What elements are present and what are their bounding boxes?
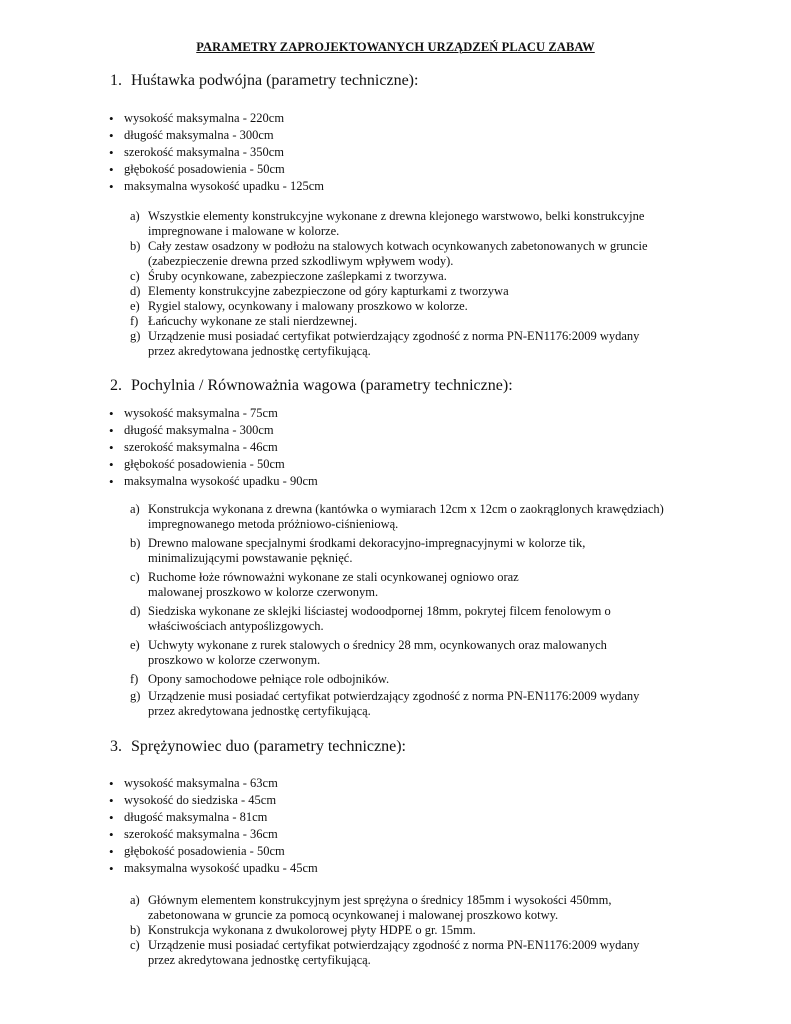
parameter-list: [108, 775, 318, 877]
item-text: Urządzenie musi posiadać certyfikat potwierdzający zgodność z norma PN-EN1176:2009 wydany: [148, 329, 640, 343]
item-text: Rygiel stalowy, ocynkowany i malowany proszkowo w kolorze.: [148, 299, 468, 313]
parameter-list: [108, 110, 324, 195]
item-text-continued: właściwościach antypoślizgowych.: [148, 619, 324, 633]
item-text-continued: przez akredytowana jednostkę certyfikującą.: [148, 953, 371, 967]
requirement-item: [130, 209, 750, 239]
item-text: Opony samochodowe pełniące role odbojników.: [148, 672, 390, 686]
parameter-item: • długość maksymalna - 300cm: [108, 127, 324, 144]
item-text-continued: przez akredytowana jednostkę certyfikującą.: [148, 704, 371, 718]
item-text-continued: proszkowo w kolorze czerwonym.: [148, 653, 321, 667]
requirement-item: [130, 314, 750, 329]
requirement-list: [130, 893, 750, 968]
item-letter: b): [130, 923, 141, 937]
requirement-item: [130, 284, 750, 299]
requirement-item: [130, 893, 750, 923]
item-letter: f): [130, 314, 139, 328]
parameter-list: [108, 405, 318, 490]
section-number: 3.: [110, 738, 122, 755]
requirement-item: [130, 299, 750, 314]
item-letter: a): [130, 502, 140, 516]
item-text: Konstrukcja wykonana z dwukolorowej płyty HDPE o gr. 15mm.: [148, 923, 476, 937]
requirement-item: [130, 502, 750, 536]
parameter-item: • głębokość posadowienia - 50cm: [108, 161, 324, 178]
item-text: Wszystkie elementy konstrukcyjne wykonane z drewna klejonego warstwowo, belki konstrukcyjne: [148, 209, 645, 223]
section-title: Huśtawka podwójna (parametry techniczne):: [131, 72, 419, 89]
requirement-item: [130, 536, 750, 570]
requirement-list: [130, 209, 750, 359]
parameter-item: • maksymalna wysokość upadku - 45cm: [108, 860, 318, 877]
item-letter: b): [130, 536, 141, 550]
parameter-item: • wysokość maksymalna - 63cm: [108, 775, 318, 792]
item-text: Siedziska wykonane ze sklejki liściastej wodoodpornej 18mm, pokrytej filcem fenolowym o: [148, 604, 611, 618]
item-letter: d): [130, 604, 141, 618]
item-text: Elementy konstrukcyjne zabezpieczone od góry kapturkami z tworzywa: [148, 284, 509, 298]
item-letter: g): [130, 689, 141, 703]
parameter-item: • głębokość posadowienia - 50cm: [108, 843, 318, 860]
item-letter: a): [130, 209, 140, 223]
parameter-item: • maksymalna wysokość upadku - 90cm: [108, 473, 318, 490]
item-text: Urządzenie musi posiadać certyfikat potwierdzający zgodność z norma PN-EN1176:2009 wydany: [148, 689, 640, 703]
item-text: Konstrukcja wykonana z drewna (kantówka o wymiarach 12cm x 12cm o zaokrąglonych krawędziach): [148, 502, 664, 516]
item-text: Cały zestaw osadzony w podłożu na stalowych kotwach ocynkowanych zabetonowanych w gruncie: [148, 239, 648, 253]
item-letter: c): [130, 269, 140, 283]
item-letter: b): [130, 239, 141, 253]
requirement-item: [130, 672, 750, 689]
item-text: Ruchome łoże równoważni wykonane ze stali ocynkowanej ogniowo oraz: [148, 570, 519, 584]
item-text: Urządzenie musi posiadać certyfikat potwierdzający zgodność z norma PN-EN1176:2009 wydany: [148, 938, 640, 952]
requirement-list: [130, 502, 750, 719]
requirement-item: [130, 938, 750, 968]
item-letter: e): [130, 638, 140, 652]
item-letter: g): [130, 329, 141, 343]
section-heading: [110, 738, 406, 756]
item-text: Drewno malowane specjalnymi środkami dekoracyjno-impregnacyjnymi w kolorze tik,: [148, 536, 586, 550]
parameter-item: • szerokość maksymalna - 350cm: [108, 144, 324, 161]
item-letter: c): [130, 570, 140, 584]
section-heading: [110, 377, 513, 395]
requirement-item: [130, 329, 750, 359]
item-letter: f): [130, 672, 139, 686]
document-title: PARAMETRY ZAPROJEKTOWANYCH URZĄDZEŃ PLACU ZABAW: [196, 40, 595, 54]
parameter-item: • długość maksymalna - 300cm: [108, 422, 318, 439]
parameter-item: • maksymalna wysokość upadku - 125cm: [108, 178, 324, 195]
item-text-continued: impregnowanego metoda próżniowo-ciśnieniową.: [148, 517, 399, 531]
item-text: Głównym elementem konstrukcyjnym jest sprężyna o średnicy 185mm i wysokości 450mm,: [148, 893, 612, 907]
item-text-continued: impregnowane i malowane w kolorze.: [148, 224, 340, 238]
parameter-item: • wysokość maksymalna - 75cm: [108, 405, 318, 422]
item-text-continued: minimalizującymi powstawanie pęknięć.: [148, 551, 353, 565]
requirement-item: [130, 689, 750, 719]
item-letter: a): [130, 893, 140, 907]
section-heading: [110, 72, 418, 90]
requirement-item: [130, 638, 750, 672]
item-text: Śruby ocynkowane, zabezpieczone zaślepkami z tworzywa.: [148, 269, 447, 283]
parameter-item: • wysokość do siedziska - 45cm: [108, 792, 318, 809]
section-title: Sprężynowiec duo (parametry techniczne):: [131, 738, 406, 755]
item-text-continued: zabetonowana w gruncie za pomocą ocynkowanej i malowanej proszkowo kotwy.: [148, 908, 559, 922]
section-number: 2.: [110, 377, 122, 394]
requirement-item: [130, 604, 750, 638]
item-letter: c): [130, 938, 140, 952]
section-title: Pochylnia / Równoważnia wagowa (parametry techniczne):: [131, 377, 513, 394]
item-text: Łańcuchy wykonane ze stali nierdzewnej.: [148, 314, 358, 328]
parameter-item: • szerokość maksymalna - 46cm: [108, 439, 318, 456]
item-letter: d): [130, 284, 141, 298]
parameter-item: • głębokość posadowienia - 50cm: [108, 456, 318, 473]
section-number: 1.: [110, 72, 122, 89]
item-text-continued: (zabezpieczenie drewna przed szkodliwym wpływem wody).: [148, 254, 454, 268]
item-letter: e): [130, 299, 140, 313]
parameter-item: • szerokość maksymalna - 36cm: [108, 826, 318, 843]
item-text-continued: przez akredytowana jednostkę certyfikującą.: [148, 344, 371, 358]
requirement-item: [130, 269, 750, 284]
requirement-item: [130, 239, 750, 269]
requirement-item: [130, 570, 750, 604]
item-text: Uchwyty wykonane z rurek stalowych o średnicy 28 mm, ocynkowanych oraz malowanych: [148, 638, 607, 652]
parameter-item: • wysokość maksymalna - 220cm: [108, 110, 324, 127]
parameter-item: • długość maksymalna - 81cm: [108, 809, 318, 826]
item-text-continued: malowanej proszkowo w kolorze czerwonym.: [148, 585, 379, 599]
requirement-item: [130, 923, 750, 938]
